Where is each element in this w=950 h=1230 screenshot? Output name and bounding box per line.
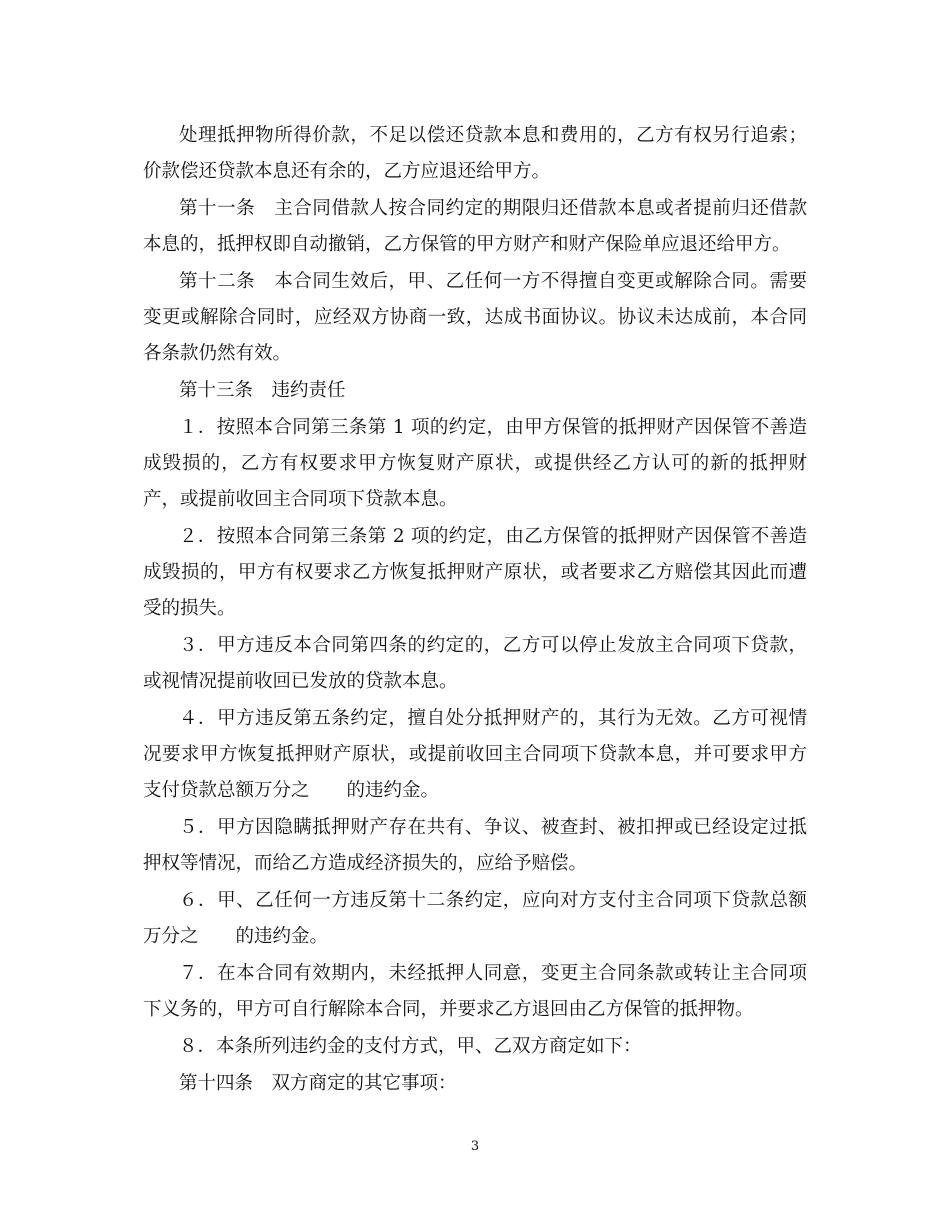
paragraph-clause-7: ７．在本合同有效期内，未经抵押人同意，变更主合同条款或转让主合同项下义务的，甲方可自行解除本合同，并要求乙方退回由乙方保管的抵押物。 — [143, 963, 807, 1020]
paragraph-clause-6: ６．甲、乙任何一方违反第十二条约定，应向对方支付主合同项下贷款总额万分之 的违约金。 — [143, 890, 807, 947]
paragraph-article-11: 第十一条 主合同借款人按合同约定的期限归还借款本息或者提前归还借款本息的，抵押权即自动撤销，乙方保管的甲方财产和财产保险单应退还给甲方。 — [143, 198, 807, 255]
paragraph-clause-5: ５．甲方因隐瞒抵押财产存在共有、争议、被查封、被扣押或已经设定过抵押权等情况，而给乙方造成经济损失的，应给予赔偿。 — [143, 817, 807, 874]
paragraph-clause-8: ８．本条所列违约金的支付方式，甲、乙双方商定如下： — [179, 1036, 642, 1057]
paragraph-clause-3: ３．甲方违反本合同第四条的约定的，乙方可以停止发放主合同项下贷款，或视情况提前收回已发放的贷款本息。 — [143, 635, 807, 692]
paragraph-disposal-proceeds: 处理抵押物所得价款，不足以偿还贷款本息和费用的，乙方有权另行追索；价款偿还贷款本息还有余的，乙方应退还给甲方。 — [143, 125, 807, 182]
paragraph-article-14: 第十四条 双方商定的其它事项： — [179, 1073, 457, 1094]
paragraph-clause-1: １．按照本合同第三条第 1 项的约定，由甲方保管的抵押财产因保管不善造成毁损的，乙方有权要求甲方恢复财产原状，或提供经乙方认可的新的抵押财产，或提前收回主合同项下贷款本息。 — [143, 417, 807, 510]
document-body — [143, 118, 807, 1103]
paragraph-article-12: 第十二条 本合同生效后，甲、乙任何一方不得擅自变更或解除合同。需要变更或解除合同时，应经双方协商一致，达成书面协议。协议未达成前，本合同各条款仍然有效。 — [143, 271, 807, 364]
paragraph-clause-4: ４．甲方违反第五条约定，擅自处分抵押财产的，其行为无效。乙方可视情况要求甲方恢复抵押财产原状，或提前收回主合同项下贷款本息，并可要求甲方支付贷款总额万分之 的违约金。 — [143, 708, 807, 801]
paragraph-clause-2: ２．按照本合同第三条第 2 项的约定，由乙方保管的抵押财产因保管不善造成毁损的，甲方有权要求乙方恢复抵押财产原状，或者要求乙方赔偿其因此而遭受的损失。 — [143, 526, 807, 619]
paragraph-article-13-heading: 第十三条 违约责任 — [179, 380, 346, 401]
page-number: 3 — [470, 1139, 480, 1154]
